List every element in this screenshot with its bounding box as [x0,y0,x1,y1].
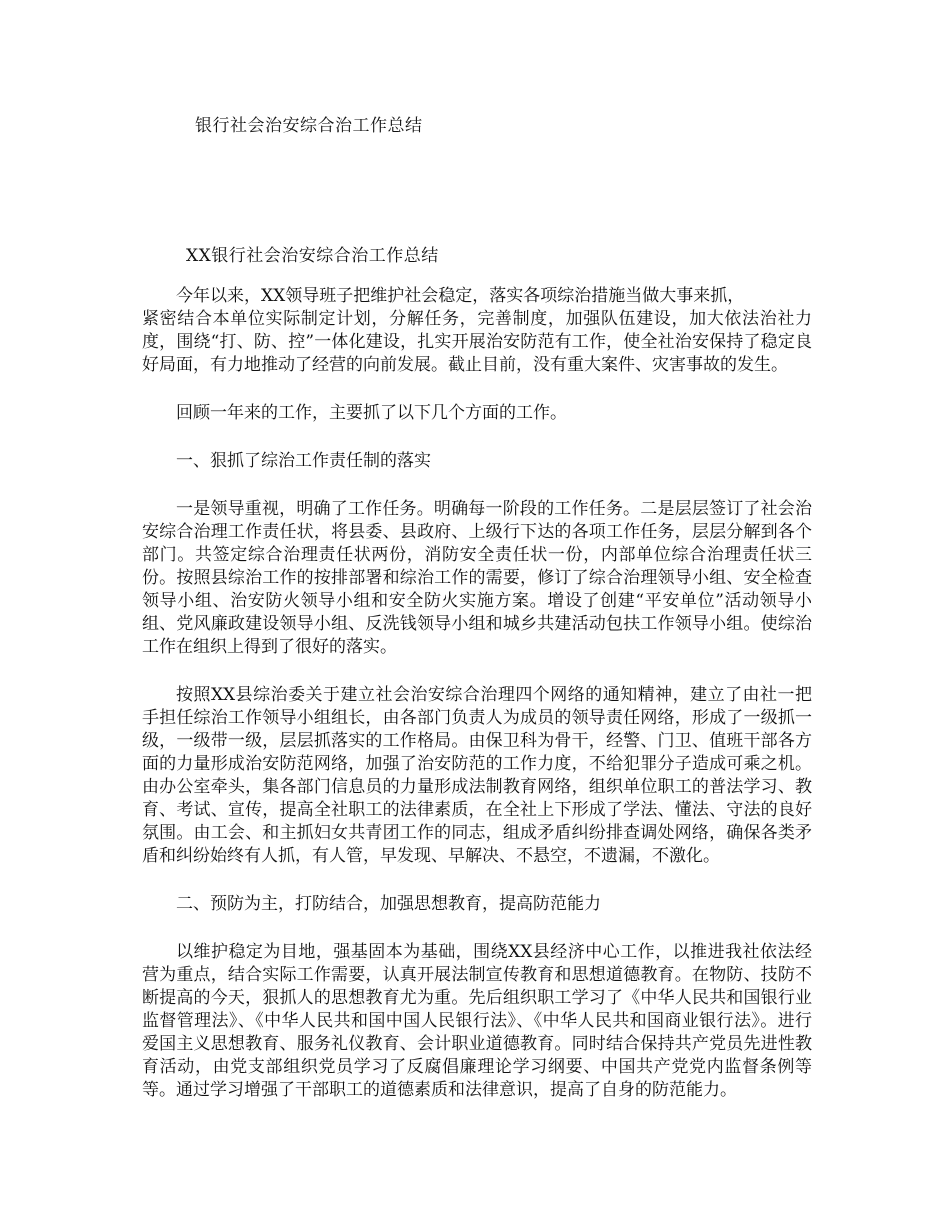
paragraph-review: 回顾一年来的工作，主要抓了以下几个方面的工作。 [176,403,567,423]
document-subtitle: XX银行社会治安综合治工作总结 [186,246,439,266]
document-title: 银行社会治安综合治工作总结 [195,116,423,136]
paragraph-responsibility: 一是领导重视，明确了工作任务。明确每一阶段的工作任务。二是层层签订了社会治安综合治理工作责任状，将县委、县政府、上级行下达的各项工作任务，层层分解到各个部门。共签定综合治理责任状两份，消防安全责任状一份，内部单位综合治理责任状三份。按照县综治工作的按排部署和综治工作的需要，修订了综合治理领导小组、安全检查领导小组、治安防火领导小组和安全防火实施方案。增设了创建“平安单位”活动领导小组、党风廉政建设领导小组、反洗钱领导小组和城乡共建活动包扶工作领导小组。使综治工作在组织上得到了很好的落实。 [142,499,812,657]
section-heading-2: 二、预防为主，打防结合，加强思想教育，提高防范能力 [176,894,601,914]
paragraph-education: 以维护稳定为目地，强基固本为基础，围绕XX县经济中心工作，以推进我社依法经营为重点，结合实际工作需要，认真开展法制宣传教育和思想道德教育。在物防、技防不断提高的今天，狠抓人的思想教育尤为重。先后组织职工学习了《中华人民共和国银行业监督管理法》、《中华人民共和国中国人民银行法》、《中华人民共和国商业银行法》。进行爱国主义思想教育、服务礼仪教育、会计职业道德教育。同时结合保持共产党员先进性教育活动，由党支部组织党员学习了反腐倡廉理论学习纲要、中国共产党党内监督条例等等。通过学习增强了干部职工的道德素质和法律意识，提高了自身的防范能力。 [142,942,812,1100]
paragraph-networks: 按照XX县综治委关于建立社会治安综合治理四个网络的通知精神，建立了由社一把手担任综治工作领导小组组长，由各部门负责人为成员的领导责任网络，形成了一级抓一级，一级带一级，层层抓落实的工作格局。由保卫科为骨干，经警、门卫、值班干部各方面的力量形成治安防范网络，加强了治安防范的工作力度，不给犯罪分子造成可乘之机。由办公室牵头，集各部门信息员的力量形成法制教育网络，组织单位职工的普法学习、教育、考试、宣传，提高全社职工的法律素质，在全社上下形成了学法、懂法、守法的良好氛围。由工会、和主抓妇女共青团工作的同志，组成矛盾纠纷排查调处网络，确保各类矛盾和纠纷始终有人抓，有人管，早发现、早解决、不悬空，不遗漏，不激化。 [142,685,812,866]
document-body [142,285,812,1127]
section-heading-1: 一、狠抓了综治工作责任制的落实 [176,451,431,471]
paragraph-intro: 今年以来，XX领导班子把维护社会稳定，落实各项综治措施当做大事来抓， 紧密结合本单位实际制定计划，分解任务，完善制度，加强队伍建设，加大依法治社力度，围绕“打、防、控”一体化建设，扎实开展治安防范有工作，使全社治安保持了稳定良好局面，有力地推动了经营的向前发展。截止目前，没有重大案件、灾害事故的发生。 [142,286,812,375]
